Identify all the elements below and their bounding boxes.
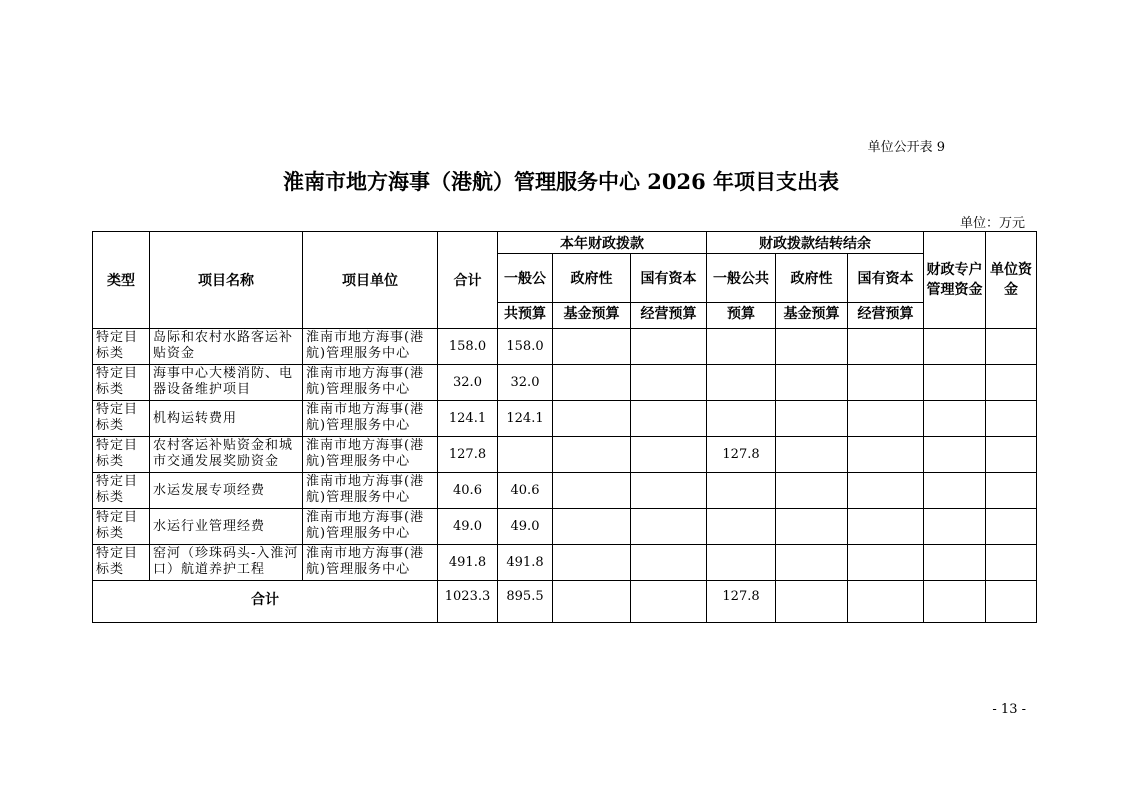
table-row [93,365,1037,401]
total-gov-fund [553,581,631,623]
cell-project-name: 农村客运补贴资金和城市交通发展奖励资金 [150,437,303,473]
cell-carryover-general [707,401,776,437]
total-special-account [924,581,986,623]
table-row [93,329,1037,365]
cell-gov-fund [553,473,631,509]
cell-general-budget: 32.0 [498,365,553,401]
cell-special-account [924,401,986,437]
table-number: 单位公开表 9 [867,140,945,155]
cell-type: 特定目标类 [93,509,150,545]
cell-soe-capital [631,329,707,365]
cell-total: 124.1 [438,401,498,437]
cell-gov-fund [553,509,631,545]
header-carryover-balance: 财政拨款结转结余 [707,232,924,254]
cell-general-budget: 491.8 [498,545,553,581]
cell-unit-funds [986,329,1037,365]
cell-carryover-gov-fund [776,545,848,581]
header-general-budget-a-top: 一般公 [498,254,553,303]
cell-soe-capital [631,365,707,401]
header-gov-fund-a-top: 政府性 [553,254,631,303]
cell-special-account [924,473,986,509]
header-general-budget-b-top: 一般公共 [707,254,776,303]
cell-general-budget [498,437,553,473]
cell-carryover-soe [848,329,924,365]
cell-carryover-soe [848,545,924,581]
cell-total: 49.0 [438,509,498,545]
cell-project-unit: 淮南市地方海事(港航)管理服务中心 [303,365,438,401]
header-soe-capital-b-top: 国有资本 [848,254,924,303]
header-project-name: 项目名称 [150,232,303,329]
cell-project-name: 窑河（珍珠码头-入淮河口）航道养护工程 [150,545,303,581]
cell-carryover-soe [848,401,924,437]
header-total: 合计 [438,232,498,329]
cell-carryover-soe [848,437,924,473]
cell-general-budget: 49.0 [498,509,553,545]
cell-carryover-soe [848,473,924,509]
total-carryover-soe [848,581,924,623]
cell-carryover-gov-fund [776,473,848,509]
cell-unit-funds [986,401,1037,437]
cell-unit-funds [986,473,1037,509]
cell-total: 158.0 [438,329,498,365]
header-unit-funds: 单位资金 [986,232,1037,329]
cell-project-unit: 淮南市地方海事(港航)管理服务中心 [303,329,438,365]
header-type: 类型 [93,232,150,329]
cell-gov-fund [553,401,631,437]
cell-special-account [924,437,986,473]
cell-type: 特定目标类 [93,545,150,581]
total-general-budget: 895.5 [498,581,553,623]
header-general-budget-b-bottom: 预算 [707,303,776,329]
cell-project-name: 岛际和农村水路客运补贴资金 [150,329,303,365]
cell-project-name: 水运行业管理经费 [150,509,303,545]
total-sum: 1023.3 [438,581,498,623]
total-carryover-general: 127.8 [707,581,776,623]
cell-project-name: 水运发展专项经费 [150,473,303,509]
cell-carryover-general [707,329,776,365]
table-row [93,473,1037,509]
cell-project-unit: 淮南市地方海事(港航)管理服务中心 [303,509,438,545]
cell-unit-funds [986,509,1037,545]
page-title: 淮南市地方海事（港航）管理服务中心 2026 年项目支出表 [282,169,840,194]
cell-carryover-soe [848,365,924,401]
cell-carryover-general [707,365,776,401]
cell-carryover-soe [848,509,924,545]
cell-general-budget: 124.1 [498,401,553,437]
cell-carryover-gov-fund [776,329,848,365]
cell-total: 127.8 [438,437,498,473]
cell-carryover-gov-fund [776,401,848,437]
total-label: 合计 [93,581,438,623]
header-gov-fund-a-bottom: 基金预算 [553,303,631,329]
cell-type: 特定目标类 [93,401,150,437]
total-unit-funds [986,581,1037,623]
cell-total: 40.6 [438,473,498,509]
cell-special-account [924,329,986,365]
table-row [93,437,1037,473]
cell-carryover-gov-fund [776,509,848,545]
cell-gov-fund [553,329,631,365]
cell-project-name: 海事中心大楼消防、电器设备维护项目 [150,365,303,401]
header-general-budget-a-bottom: 共预算 [498,303,553,329]
cell-soe-capital [631,401,707,437]
table-row [93,509,1037,545]
header-soe-capital-a-top: 国有资本 [631,254,707,303]
cell-type: 特定目标类 [93,329,150,365]
unit-label: 单位：万元 [959,216,1025,231]
table-row [93,401,1037,437]
header-special-account-funds: 财政专户管理资金 [924,232,986,329]
header-project-unit: 项目单位 [303,232,438,329]
header-gov-fund-b-bottom: 基金预算 [776,303,848,329]
cell-gov-fund [553,365,631,401]
total-soe-capital [631,581,707,623]
cell-special-account [924,509,986,545]
header-soe-capital-b-bottom: 经营预算 [848,303,924,329]
cell-carryover-general [707,473,776,509]
cell-general-budget: 158.0 [498,329,553,365]
cell-project-unit: 淮南市地方海事(港航)管理服务中心 [303,437,438,473]
cell-unit-funds [986,365,1037,401]
cell-special-account [924,365,986,401]
cell-total: 32.0 [438,365,498,401]
header-gov-fund-b-top: 政府性 [776,254,848,303]
cell-special-account [924,545,986,581]
table-row [93,545,1037,581]
cell-project-unit: 淮南市地方海事(港航)管理服务中心 [303,545,438,581]
cell-type: 特定目标类 [93,473,150,509]
cell-soe-capital [631,473,707,509]
cell-unit-funds [986,545,1037,581]
cell-unit-funds [986,437,1037,473]
cell-carryover-general [707,509,776,545]
cell-project-unit: 淮南市地方海事(港航)管理服务中心 [303,401,438,437]
cell-type: 特定目标类 [93,365,150,401]
header-soe-capital-a-bottom: 经营预算 [631,303,707,329]
cell-soe-capital [631,545,707,581]
cell-project-name: 机构运转费用 [150,401,303,437]
cell-gov-fund [553,545,631,581]
cell-general-budget: 40.6 [498,473,553,509]
cell-soe-capital [631,437,707,473]
cell-carryover-gov-fund [776,365,848,401]
cell-total: 491.8 [438,545,498,581]
cell-carryover-gov-fund [776,437,848,473]
total-row [93,581,1037,623]
total-carryover-gov-fund [776,581,848,623]
cell-type: 特定目标类 [93,437,150,473]
header-current-year-appropriation: 本年财政拨款 [498,232,707,254]
page-number: - 13 - [992,702,1026,717]
cell-soe-capital [631,509,707,545]
cell-gov-fund [553,437,631,473]
project-expenditure-table [92,231,1037,623]
cell-carryover-general [707,545,776,581]
cell-carryover-general: 127.8 [707,437,776,473]
cell-project-unit: 淮南市地方海事(港航)管理服务中心 [303,473,438,509]
